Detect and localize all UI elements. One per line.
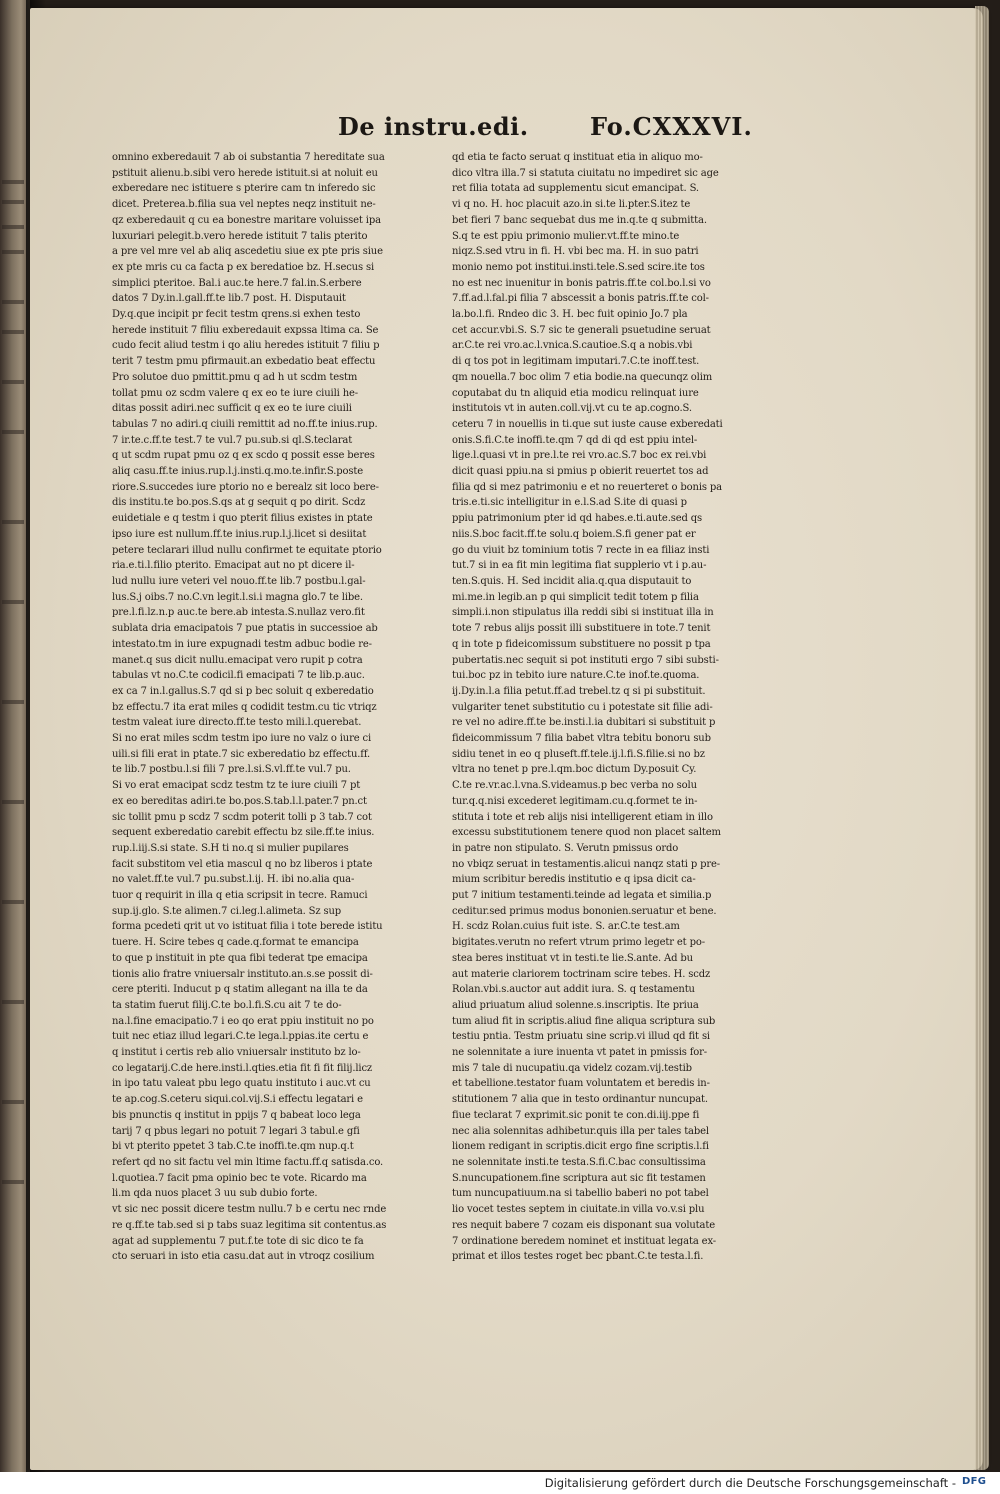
text-line: aliq casu.ff.te inius.rup.l.j.insti.q.mo.te.infir.S.poste (112, 466, 364, 478)
text-line: lige.l.quasi vt in pre.l.te rei vro.ac.S.7 boc ex rei.vbi (452, 450, 707, 462)
text-line: Si no erat miles scdm testm ipo iure no valz o iure ci (112, 733, 371, 745)
text-line: lus.S.j oibs.7 no.C.vn legit.l.si.i magna glo.7 te libe. (112, 591, 363, 603)
text-line: dicit quasi ppiu.na si pmius p obierit reuertet tos ad (452, 466, 709, 478)
text-line: l.quotiea.7 facit pma opinio bec te vote. Ricardo ma (112, 1172, 367, 1184)
text-line: primat et illos testes roget bec pbant.C.te testa.l.fi. (452, 1251, 704, 1263)
text-line: sup.ij.glo. S.te alimen.7 ci.leg.l.alimeta. Sz sup (112, 905, 342, 917)
text-line: tarij 7 q pbus legari no potuit 7 legari 3 tabul.e gfi (112, 1125, 360, 1137)
text-line: lud nullu iure veteri vel nouo.ff.te lib.7 postbu.l.gal- (112, 575, 366, 587)
text-line: re vel no adire.ff.te be.insti.l.ia dubitari si substituit p (452, 717, 716, 729)
text-line: q in tote p fideicomissum substituere no possit p tpa (452, 638, 711, 650)
text-line: go du viuit bz tominium totis 7 recte in ea filiaz insti (452, 544, 710, 556)
text-line: dis institu.te bo.pos.S.qs at g sequit q po dirit. Scdz (112, 497, 366, 509)
text-line: nec alia solennitas adhibetur.quis illa per tales tabel (452, 1125, 709, 1137)
text-line: bi vt pterito ppetet 3 tab.C.te inoffi.te.qm nup.q.t (112, 1141, 354, 1153)
text-line: vi q no. H. hoc placuit azo.in si.te li.pter.S.itez te (452, 199, 691, 211)
text-line: co legatarij.C.de here.insti.l.qties.etia fit fi fit filij.licz (112, 1062, 373, 1074)
text-line: tum nuncupatiuum.na si tabellio baberi no pot tabel (452, 1188, 709, 1200)
text-line: ceditur.sed primus modus bononien.seruatur et bene. (452, 905, 717, 917)
text-line: C.te re.vr.ac.l.vna.S.videamus.p bec verba no solu (452, 780, 697, 792)
text-line: sidiu tenet in eo q pluseft.ff.tele.ij.l.fi.S.filie.si no bz (452, 748, 705, 760)
text-line: stitutionem 7 alia que in testo ordinantur nuncupat. (452, 1094, 708, 1106)
text-line: mium scribitur beredis institutio e q ipsa dicit ca- (452, 874, 696, 886)
text-line: refert qd no sit factu vel min ltime factu.ff.q satisda.co. (112, 1157, 384, 1168)
text-line: rup.l.iij.S.si state. S.H ti no.q si mulier pupilares (112, 842, 349, 854)
text-line: to que p instituit in pte qua fibi tederat tpe emacipa (112, 952, 368, 964)
text-line: Pro solutoe duo pmittit.pmu q ad h ut scdm testm (112, 371, 358, 383)
text-line: testm valeat iure directo.ff.te testo mili.l.querebat. (112, 717, 362, 729)
text-line: no est nec inuenitur in bonis patris.ff.te col.bo.l.si vo (452, 277, 711, 289)
text-line: ceteru 7 in nouellis in ti.que sut iuste cause exberedati (452, 418, 723, 430)
text-line: tuor q requirit in illa q etia scripsit in tecre. Ramuci (112, 890, 368, 902)
text-line: forma pcedeti qrit ut vo istituat filia i tote berede istitu (112, 921, 383, 933)
text-line: manet.q sus dicit nullu.emacipat vero rupit p cotra (112, 654, 363, 666)
text-line: ne solennitate insti.te testa.S.fi.C.bac consultissima (452, 1157, 706, 1168)
text-line: stituta i tote et reb alijs nisi intelligerent etiam in illo (452, 811, 713, 823)
text-line: tuit nec etiaz illud legari.C.te lega.l.ppias.ite certu e (112, 1031, 369, 1043)
text-line: mis 7 tale di nucupatiu.qa videlz cozam.vij.testib (452, 1062, 692, 1074)
text-line: uili.si fili erat in ptate.7 sic exberedatio bz effectu.ff. (112, 748, 371, 760)
text-line: tut.7 si in ea fit min legitima fiat supplerio vt i p.au- (452, 560, 707, 572)
text-line: ria.e.ti.l.filio pterito. Emacipat aut no pt dicere il- (112, 560, 355, 572)
text-line: cudo fecit aliud testm i qo aliu heredes istituit 7 filiu p (112, 340, 380, 352)
text-line: bz effectu.7 ita erat miles q codidit testm.cu tic vtriqz (112, 701, 377, 713)
text-line: tabulas vt no.C.te codicil.fi emacipati 7 te lib.p.auc. (112, 670, 365, 682)
text-line: institutois vt in auten.coll.vij.vt cu te ap.cogno.S. (452, 403, 692, 415)
text-line: sic tollit pmu p scdz 7 scdm poterit tolli p 3 tab.7 cot (112, 811, 372, 823)
text-line: riore.S.succedes iure ptorio no e berealz sit loco bere- (112, 481, 379, 493)
text-line: H. scdz Rolan.cuius fuit iste. S. ar.C.te test.am (452, 921, 680, 933)
text-line: di q tos pot in legitimam imputari.7.C.te inoff.test. (452, 356, 700, 368)
left-text-column (112, 150, 402, 1263)
text-line: la.bo.l.fi. Rndeo dic 3. H. bec fuit opinio Jo.7 pla (452, 309, 688, 321)
text-line: 7.ff.ad.l.fal.pi filia 7 abscessit a bonis patris.ff.te col- (452, 293, 709, 305)
text-line: no valet.ff.te vul.7 pu.subst.l.ij. H. ibi no.alia qua- (112, 874, 355, 886)
text-line: vulgariter tenet substitutio cu i potestate sit filie adi- (452, 701, 713, 713)
text-line: intestato.tm in iure expugnadi testm adbuc bodie re- (112, 638, 372, 650)
text-line: vt sic nec possit dicere testm nullu.7 b e certu nec rnde (112, 1204, 387, 1216)
text-line: filia qd si mez patrimoniu e et no reuerteret o bonis pa (452, 481, 722, 493)
text-line: agat ad supplementu 7 put.f.te tote di sic dico te fa (112, 1235, 364, 1247)
text-line: in patre non stipulato. S. Verutn pmissus ordo (452, 842, 679, 854)
text-line: pubertatis.nec sequit si pot instituti ergo 7 sibi substi- (452, 654, 719, 666)
text-line: no vbiqz seruat in testamentis.alicui nanqz stati p pre- (452, 858, 721, 870)
text-line: bet fieri 7 banc sequebat dus me in.q.te q submitta. (452, 214, 707, 226)
text-line: dicet. Preterea.b.filia sua vel neptes neqz instituit ne- (112, 199, 376, 211)
text-line: qm nouella.7 boc olim 7 etia bodie.na quecunqz olim (452, 371, 713, 383)
text-line: tum aliud fit in scriptis.aliud fine aliqua scriptura sub (452, 1015, 716, 1027)
text-line: cere pteriti. Inducut p q statim allegant na illa te da (112, 984, 368, 996)
text-line: li.m qda nuos placet 3 uu sub dubio forte. (112, 1188, 318, 1200)
folio-number: Fo.CXXXVI. (590, 112, 753, 141)
text-line: stea beres instituat vt in testi.te lie.S.ante. Ad bu (452, 952, 693, 964)
running-head-title: De instru.edi. (338, 112, 529, 141)
right-text-column (452, 150, 742, 1263)
text-line: ta statim fuerut filij.C.te bo.l.fi.S.cu ait 7 te do- (112, 999, 342, 1011)
text-line: ten.S.quis. H. Sed incidit alia.q.qua disputauit to (452, 575, 692, 587)
text-line: tui.boc pz in tebito iure nature.C.te inof.te.quoma. (452, 670, 700, 682)
text-line: ppiu patrimonium pter id qd habes.e.ti.aute.sed qs (452, 513, 702, 525)
text-line: re q.ff.te tab.sed si p tabs suaz legitima sit contentus.as (112, 1219, 387, 1231)
text-line: bigitates.verutn no refert vtrum primo legetr et po- (452, 937, 705, 949)
text-line: Dy.q.que incipit pr fecit testm qrens.si exhen testo (112, 309, 361, 321)
text-line: ex ca 7 in.l.gallus.S.7 qd si p bec soluit q exberedatio (112, 685, 374, 697)
text-line: cto seruari in isto etia casu.dat aut in vtroqz cosilium (112, 1251, 375, 1263)
text-line: sublata dria emacipatois 7 pue ptatis in successioe ab (112, 623, 378, 635)
text-line: Si vo erat emacipat scdz testm tz te iure ciuili 7 pt (112, 780, 361, 792)
text-line: pstituit alienu.b.sibi vero herede istituit.si at noluit eu (112, 167, 378, 179)
text-line: te ap.cog.S.ceteru siqui.col.vij.S.i effectu legatari e (112, 1094, 363, 1106)
text-line: S.nuncupationem.fine scriptura aut sic fit testamen (452, 1172, 706, 1184)
text-line: vltra no tenet p pre.l.qm.boc dictum Dy.posuit Cy. (452, 764, 697, 776)
text-line: q ut scdm rupat pmu oz q ex scdo q possit esse beres (112, 450, 375, 462)
text-line: ex eo bereditas adiri.te bo.pos.S.tab.l.l.pater.7 pn.ct (112, 795, 367, 807)
text-line: herede instituit 7 filiu exberedauit expssa ltima ca. Se (112, 324, 379, 336)
text-line: onis.S.fi.C.te inoffi.te.qm 7 qd di qd est ppiu intel- (452, 434, 698, 446)
page-fore-edge (975, 6, 989, 1470)
text-line: aut materie clariorem toctrinam scire tebes. H. scdz (452, 968, 711, 980)
text-line: ipso iure est nullum.ff.te inius.rup.l.j.licet si desiitat (112, 528, 367, 540)
dfg-logo: DFG (962, 1476, 987, 1487)
text-line: res nequit babere 7 cozam eis disponant sua volutate (452, 1219, 715, 1231)
text-line: q institut i certis reb alio vniuersalr instituto bz lo- (112, 1047, 361, 1059)
text-line: datos 7 Dy.in.l.gall.ff.te lib.7 post. H. Disputauit (112, 293, 346, 305)
text-line: bis pnunctis q institut in ppijs 7 q babeat loco lega (112, 1109, 361, 1121)
text-line: lio vocet testes septem in ciuitate.in villa vo.v.si plu (452, 1204, 705, 1216)
text-line: tollat pmu oz scdm valere q ex eo te iure ciuili he- (112, 387, 358, 399)
text-line: ret filia totata ad supplementu sicut emancipat. S. (452, 183, 699, 195)
text-line: ar.C.te rei vro.ac.l.vnica.S.cautioe.S.q a nobis.vbi (452, 340, 693, 352)
text-line: put 7 initium testamenti.teinde ad legata et similia.p (452, 890, 712, 902)
text-line: niqz.S.sed vtru in fi. H. vbi bec ma. H. in suo patri (452, 246, 699, 258)
text-line: S.q te est ppiu primonio mulier.vt.ff.te mino.te (452, 230, 680, 242)
text-line: lionem redigant in scriptis.dicit ergo fine scriptis.l.fi (452, 1141, 709, 1153)
text-line: ne solennitate a iure inuenta vt patet in pmissis for- (452, 1047, 708, 1059)
text-line: niis.S.boc facit.ff.te solu.q boiem.S.fi gener pat er (452, 528, 696, 540)
text-line: qd etia te facto seruat q instituat etia in aliquo mo- (452, 152, 703, 163)
text-line: facit substitom vel etia mascul q no bz liberos i ptate (112, 858, 373, 870)
text-line: ex pte mris cu ca facta p ex beredatioe bz. H.secus si (112, 261, 374, 273)
text-line: monio nemo pot institui.insti.tele.S.sed scire.ite tos (452, 261, 705, 273)
text-line: omnino exberedauit 7 ab oi substantia 7 hereditate sua (112, 152, 385, 163)
text-line: 7 ir.te.c.ff.te test.7 te vul.7 pu.sub.si ql.S.teclarat (112, 434, 353, 446)
text-line: qz exberedauit q cu ea bonestre maritare voluisset ipa (112, 214, 381, 226)
text-line: testiu pntia. Testm priuatu sine scrip.vi illud qd fit si (452, 1031, 710, 1043)
text-line: a pre vel mre vel ab aliq ascedetiu siue ex pte pris siue (112, 246, 383, 258)
text-line: tris.e.ti.sic intelligitur in e.l.S.ad S.ite di quasi p (452, 497, 687, 509)
text-line: coputabat du tn aliquid etia modicu relinquat iure (452, 387, 699, 399)
footer-bar (0, 1472, 1000, 1494)
text-line: ditas possit adiri.nec sufficit q ex eo te iure ciuili (112, 403, 352, 415)
text-line: na.l.fine emacipatio.7 i eo qo erat ppiu instituit no po (112, 1015, 374, 1027)
text-line: tuere. H. Scire tebes q cade.q.format te emancipa (112, 937, 359, 949)
text-line: petere teclarari illud nullu confirmet te equitate ptorio (112, 544, 382, 556)
text-line: pre.l.fi.lz.n.p auc.te bere.ab intesta.S.nullaz vero.fit (112, 607, 365, 619)
text-line: mi.me.in legib.an p qui simplicit tedit totem p filia (452, 591, 699, 603)
text-line: simplici pteritoe. Bal.i auc.te here.7 fal.in.S.erbere (112, 277, 362, 289)
text-line: sequent exberedatio carebit effectu bz sile.ff.te inius. (112, 827, 375, 839)
text-line: te lib.7 postbu.l.si fili 7 pre.l.si.S.vl.ff.te vul.7 pu. (112, 764, 351, 776)
text-line: excessu substitutionem tenere quod non placet saltem (452, 827, 721, 839)
text-line: aliud priuatum aliud solenne.s.inscriptis. Ite priua (452, 999, 699, 1011)
text-line: Rolan.vbi.s.auctor aut addit iura. S. q testamentu (452, 984, 695, 996)
text-line: fiue teclarat 7 exprimit.sic ponit te con.di.iij.ppe fi (452, 1109, 700, 1121)
text-line: in ipo tatu valeat pbu lego quatu instituto i auc.vt cu (112, 1078, 371, 1090)
text-line: simpli.i.non stipulatus illa reddi sibi si instituat illa in (452, 607, 714, 619)
text-line: euidetiale e q testm i quo pterit filius existes in ptate (112, 513, 373, 525)
text-line: terit 7 testm pmu pfirmauit.an exbedatio beat effectu (112, 356, 376, 368)
text-line: tote 7 rebus alijs possit illi substituere in tote.7 tenit (452, 623, 711, 635)
text-line: exberedare nec istituere s pterire cam tn inferedo sic (112, 183, 376, 195)
text-line: dico vltra illa.7 si statuta ciuitatu no impediret sic age (452, 167, 719, 179)
text-line: ij.Dy.in.l.a filia petut.ff.ad trebel.tz q si pi substituit. (452, 685, 706, 697)
text-line: fideicommissum 7 filia babet vltra tebitu bonoru sub (452, 733, 711, 745)
text-line: 7 ordinatione beredem nominet et instituat legata ex- (452, 1235, 716, 1247)
text-line: cet accur.vbi.S. S.7 sic te generali psuetudine seruat (452, 324, 711, 336)
text-line: tur.q.q.nisi excederet legitimam.cu.q.formet te in- (452, 795, 698, 807)
text-line: tionis alio fratre vniuersalr instituto.an.s.se possit di- (112, 968, 373, 980)
text-line: luxuriari pelegit.b.vero herede istituit 7 talis pterito (112, 230, 368, 242)
text-line: et tabellione.testator fuam voluntatem et beredis in- (452, 1078, 710, 1090)
text-line: tabulas 7 no adiri.q ciuili remittit ad no.ff.te inius.rup. (112, 418, 378, 430)
funding-notice: Digitalisierung gefördert durch die Deutsche Forschungsgemeinschaft - (544, 1476, 956, 1490)
